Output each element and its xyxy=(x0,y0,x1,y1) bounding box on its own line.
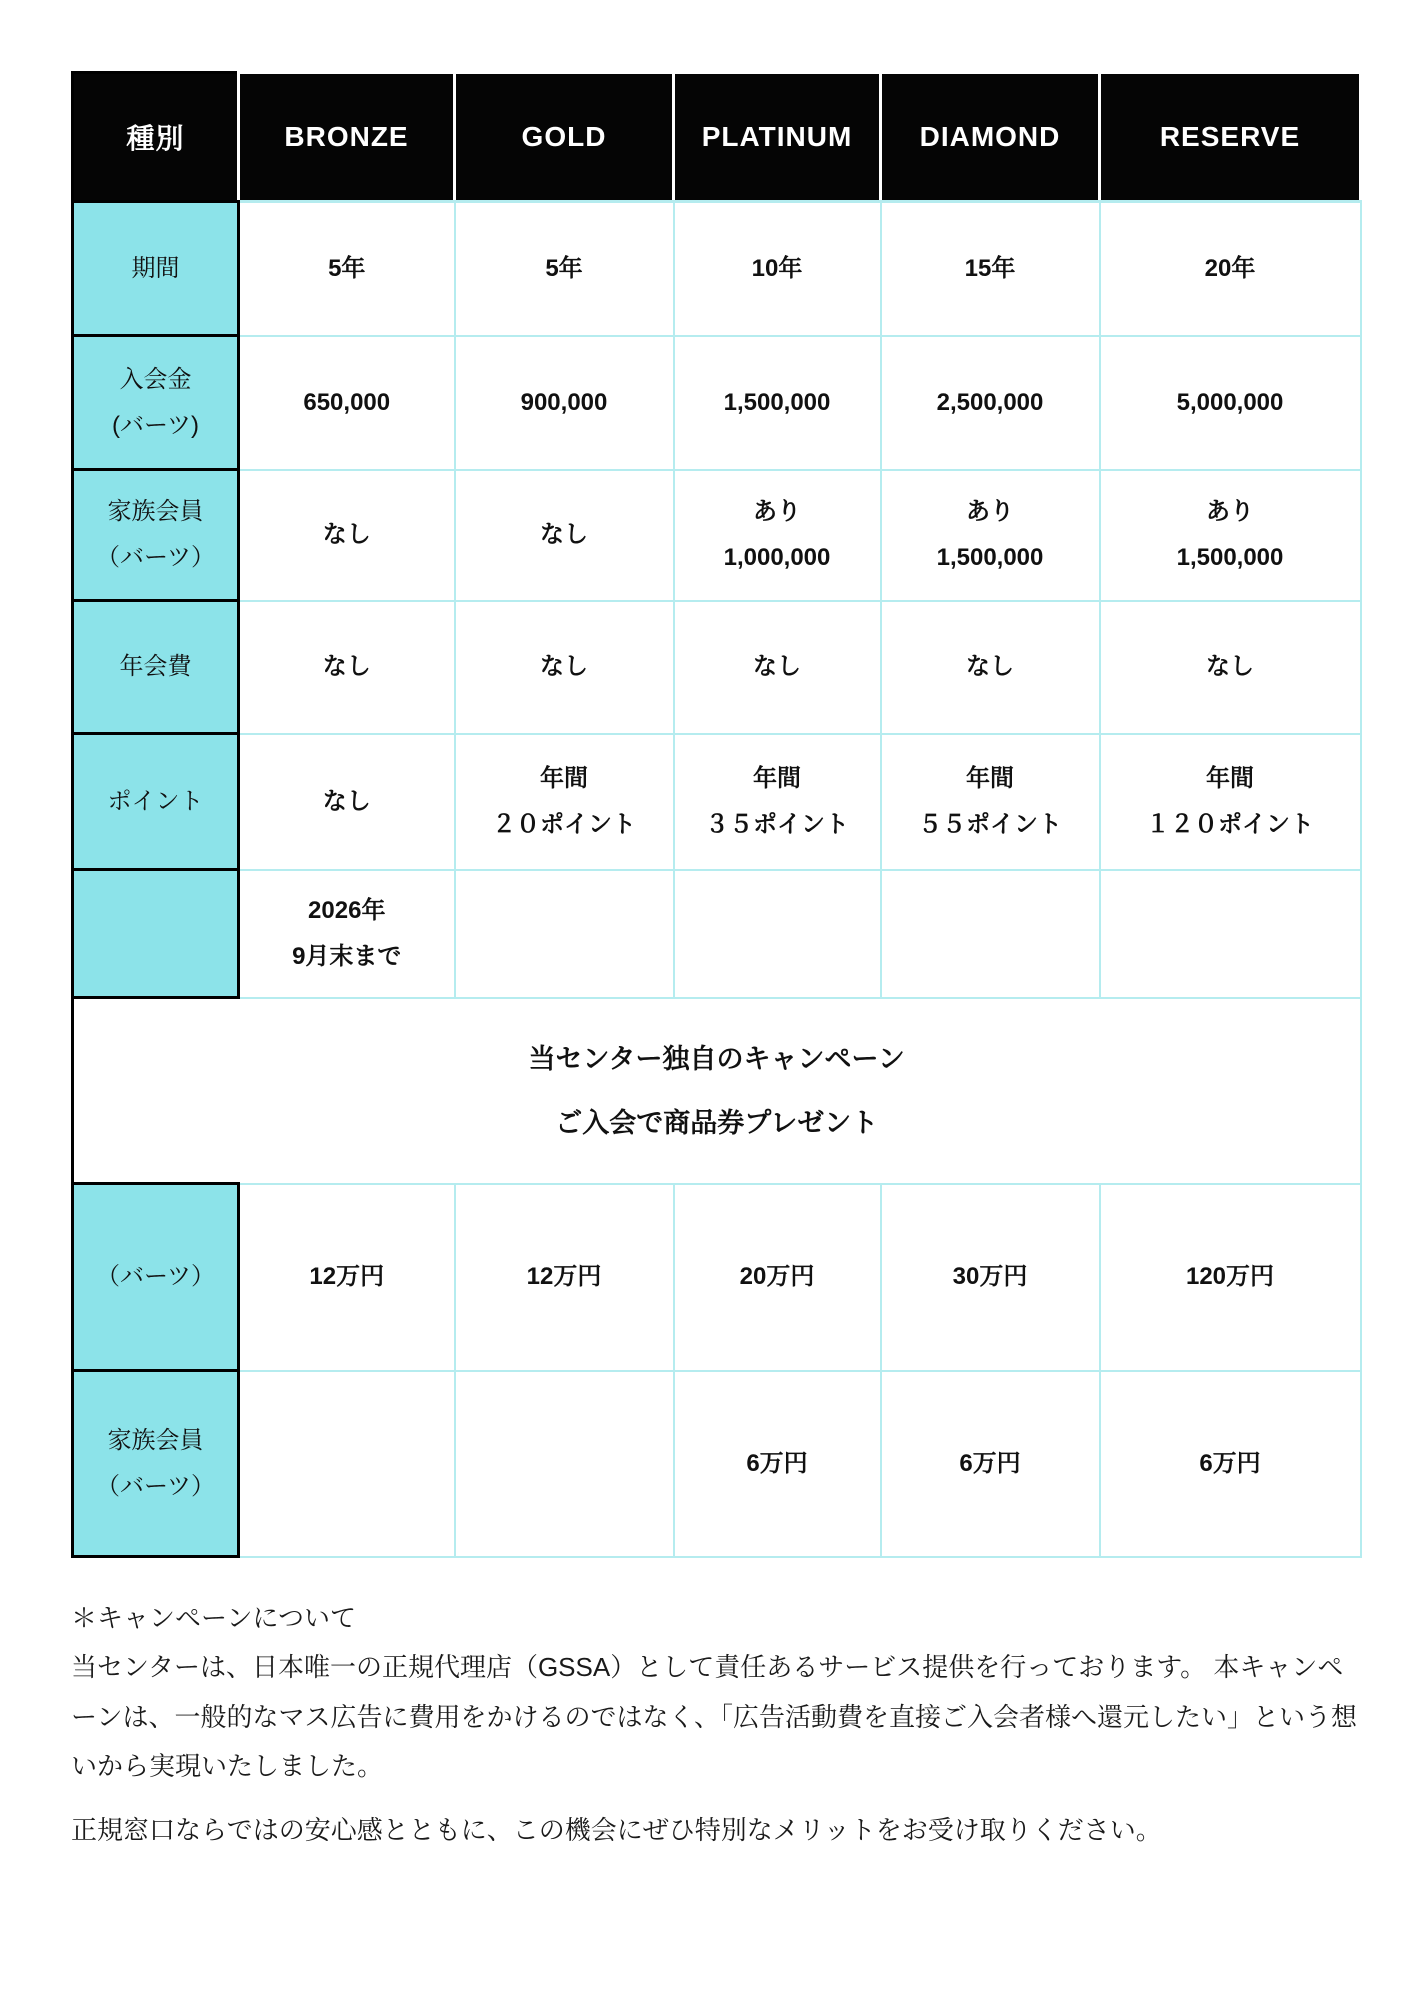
table-cell xyxy=(239,601,455,734)
table-cell xyxy=(239,1184,455,1371)
cell-text: 6万円 xyxy=(746,1449,808,1477)
table-cell xyxy=(881,1371,1100,1557)
cell-text: 650,000 xyxy=(303,388,391,416)
table-cell xyxy=(239,336,455,470)
row-label-text: 家族会員 xyxy=(107,498,204,525)
header-tier-reserve: RESERVE xyxy=(1100,73,1361,202)
notes-paragraph-2: 正規窓口ならではの安心感とともに、この機会にぜひ特別なメリットをお受け取りください。 xyxy=(71,1814,1162,1845)
header-row xyxy=(73,73,1361,202)
table-cell xyxy=(1100,470,1361,601)
table-header xyxy=(73,73,1361,202)
campaign-cell xyxy=(73,998,1361,1184)
table-cell xyxy=(674,1371,881,1557)
row-label-text: 期間 xyxy=(131,254,180,282)
row-label-gift-family xyxy=(73,1371,239,1557)
cell-text: 6万円 xyxy=(959,1449,1021,1477)
table-cell xyxy=(455,202,674,336)
cell-text: なし xyxy=(540,521,588,548)
table-cell xyxy=(881,734,1100,870)
notes-heading: ＊キャンペーンについて xyxy=(71,1603,356,1633)
header-tier-bronze: BRONZE xyxy=(239,73,455,202)
row-label-text: 年会費 xyxy=(119,653,192,680)
table-cell xyxy=(239,202,455,336)
table-cell xyxy=(455,1371,674,1557)
table-cell xyxy=(674,870,881,998)
cell-text: 1,000,000 xyxy=(723,544,831,571)
row-label-gift-baht xyxy=(73,1184,239,1371)
table-cell xyxy=(1100,870,1361,998)
cell-text: 1,500,000 xyxy=(936,544,1044,571)
cell-text: なし xyxy=(322,653,371,680)
table-row-deadline xyxy=(73,870,1361,998)
table-row-gift-family xyxy=(73,1371,1361,1557)
table-cell xyxy=(455,601,674,734)
cell-text: 120万円 xyxy=(1185,1263,1275,1290)
cell-text: 1,500,000 xyxy=(1176,544,1284,571)
table-cell xyxy=(239,734,455,870)
table-row-enrollment-fee xyxy=(73,336,1361,470)
cell-text: 900,000 xyxy=(520,388,608,416)
cell-text: 年間 xyxy=(1206,764,1254,792)
table-cell xyxy=(674,202,881,336)
membership-pricing-table xyxy=(71,71,1362,1558)
cell-text: 2026年 xyxy=(308,896,386,924)
row-label-period xyxy=(73,202,239,336)
cell-text: 10年 xyxy=(751,254,803,282)
header-type: 種別 xyxy=(73,73,239,202)
header-tier-diamond: DIAMOND xyxy=(881,73,1100,202)
table-cell xyxy=(455,734,674,870)
table-cell xyxy=(674,734,881,870)
cell-text: なし xyxy=(966,653,1014,680)
cell-text: ５５ポイント xyxy=(918,810,1062,838)
cell-text: 20万円 xyxy=(739,1263,815,1290)
table-cell xyxy=(881,601,1100,734)
table-cell xyxy=(674,470,881,601)
cell-text: 年間 xyxy=(540,764,588,792)
table-cell xyxy=(881,870,1100,998)
row-label-text: （バーツ） xyxy=(95,1472,216,1500)
row-label-points xyxy=(73,734,239,870)
table-cell xyxy=(455,1184,674,1371)
cell-text: なし xyxy=(540,653,588,680)
cell-text: 6万円 xyxy=(1199,1449,1261,1477)
cell-text: 5年 xyxy=(545,254,583,282)
table-cell xyxy=(1100,1371,1361,1557)
cell-text: 20年 xyxy=(1204,254,1256,282)
row-label-text: (バーツ) xyxy=(111,411,200,439)
cell-text: あり xyxy=(1206,498,1254,525)
cell-text: なし xyxy=(322,787,371,815)
header-tier-platinum: PLATINUM xyxy=(674,73,881,202)
table-cell xyxy=(239,470,455,601)
cell-text: 9月末まで xyxy=(292,942,402,970)
row-label-text: （バーツ） xyxy=(95,544,216,571)
row-label-text: 入会金 xyxy=(119,365,192,393)
table-cell xyxy=(1100,202,1361,336)
table-cell xyxy=(455,470,674,601)
table-cell xyxy=(674,1184,881,1371)
table-row-period xyxy=(73,202,1361,336)
table-body xyxy=(73,202,1361,1557)
campaign-notes xyxy=(71,1594,1364,1855)
cell-text: ２０ポイント xyxy=(492,810,636,838)
cell-text: あり xyxy=(966,498,1014,525)
row-label-enrollment-fee xyxy=(73,336,239,470)
row-label-text: ポイント xyxy=(107,787,204,815)
table-row-family-member xyxy=(73,470,1361,601)
cell-text: なし xyxy=(753,653,801,680)
row-label-empty xyxy=(73,870,239,998)
table-cell xyxy=(455,870,674,998)
table-row-campaign xyxy=(73,998,1361,1184)
table-cell xyxy=(881,202,1100,336)
table-cell xyxy=(1100,1184,1361,1371)
table-row-gift-baht xyxy=(73,1184,1361,1371)
campaign-line-1: 当センター独自のキャンペーン xyxy=(528,1043,905,1074)
notes-paragraph-1: 当センターは、日本唯一の正規代理店（GSSA）として責任あるサービス提供を行っております。 本キャンペーンは、一般的なマス広告に費用をかけるのではなく、「広告活動費を直接ご入会者様へ還元したい」という想いから実現いたしました。 xyxy=(71,1652,1357,1782)
cell-text: あり xyxy=(753,498,801,525)
table-cell xyxy=(1100,336,1361,470)
cell-text: 30万円 xyxy=(952,1263,1028,1290)
cell-text: ３５ポイント xyxy=(705,810,849,838)
cell-text: １２０ポイント xyxy=(1146,810,1314,838)
row-label-text: 家族会員 xyxy=(107,1426,204,1454)
cell-text: 12万円 xyxy=(526,1263,602,1290)
table-cell xyxy=(881,1184,1100,1371)
table-cell xyxy=(239,870,455,998)
header-tier-gold: GOLD xyxy=(455,73,674,202)
campaign-line-2: ご入会で商品券プレゼント xyxy=(555,1107,879,1138)
cell-text: 年間 xyxy=(753,764,801,792)
cell-text: 5年 xyxy=(328,254,366,282)
cell-text: なし xyxy=(322,521,371,548)
table-cell xyxy=(881,470,1100,601)
table-cell xyxy=(674,336,881,470)
cell-text: 15年 xyxy=(964,254,1016,282)
row-label-text: （バーツ） xyxy=(95,1263,216,1290)
table-cell xyxy=(1100,601,1361,734)
table-cell xyxy=(674,601,881,734)
table-cell xyxy=(1100,734,1361,870)
row-label-annual-fee xyxy=(73,601,239,734)
cell-text: 12万円 xyxy=(309,1263,385,1290)
table-cell xyxy=(455,336,674,470)
cell-text: 1,500,000 xyxy=(723,388,831,416)
table-cell xyxy=(881,336,1100,470)
table-cell xyxy=(239,1371,455,1557)
table-row-annual-fee xyxy=(73,601,1361,734)
table-row-points xyxy=(73,734,1361,870)
cell-text: 5,000,000 xyxy=(1176,388,1284,416)
cell-text: 2,500,000 xyxy=(936,388,1044,416)
row-label-family-member xyxy=(73,470,239,601)
cell-text: なし xyxy=(1206,653,1254,680)
cell-text: 年間 xyxy=(966,764,1014,792)
